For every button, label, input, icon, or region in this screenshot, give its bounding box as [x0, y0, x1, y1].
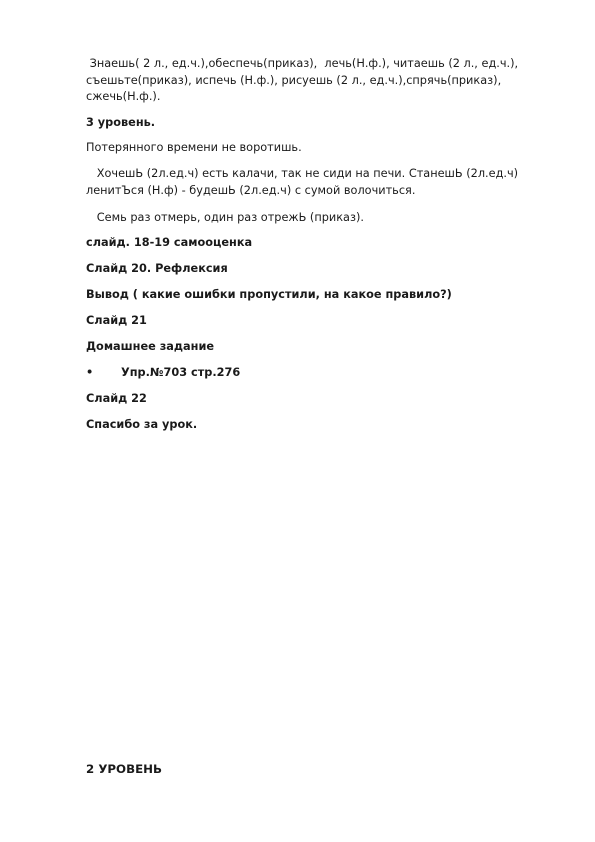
level-2-heading: 2 УРОВЕНЬ [86, 762, 163, 776]
bullet-icon: • [86, 366, 94, 379]
proverb-paragraph-1: Потерянного времени не воротишь. [86, 141, 302, 154]
proverb-paragraph-3: Семь раз отмерь, один раз отрежЬ (приказ). [86, 211, 364, 224]
slide-22-heading: Слайд 22 [86, 392, 147, 405]
thanks-heading: Спасибо за урок. [86, 418, 198, 431]
level-3-heading: 3 уровень. [86, 116, 156, 129]
slide-20-heading: Слайд 20. Рефлексия [86, 262, 228, 275]
conclusion-heading: Вывод ( какие ошибки пропустили, на какое правило?) [86, 288, 452, 301]
homework-heading: Домашнее задание [86, 340, 215, 353]
exercise-answers-paragraph: Знаешь( 2 л., ед.ч.),обеспечь(приказ), лечь(Н.ф.), читаешь (2 л., ед.ч.), съешьте(приказ), испечь (Н.ф.), рисуешь (2 л., ед.ч.),спрячь(приказ), сжечь(Н.ф.). [86, 57, 519, 103]
proverb-paragraph-2: ХочешЬ (2л.ед.ч) есть калачи, так не сиди на печи. СтанешЬ (2л.ед.ч) ленитЪся (Н.ф) - будешЬ (2л.ед.ч) с сумой волочиться. [86, 167, 519, 197]
slide-21-heading: Слайд 21 [86, 314, 147, 327]
slide-18-19-heading: слайд. 18-19 самооценка [86, 236, 253, 249]
homework-item-text: Упр.№703 стр.276 [121, 366, 241, 379]
